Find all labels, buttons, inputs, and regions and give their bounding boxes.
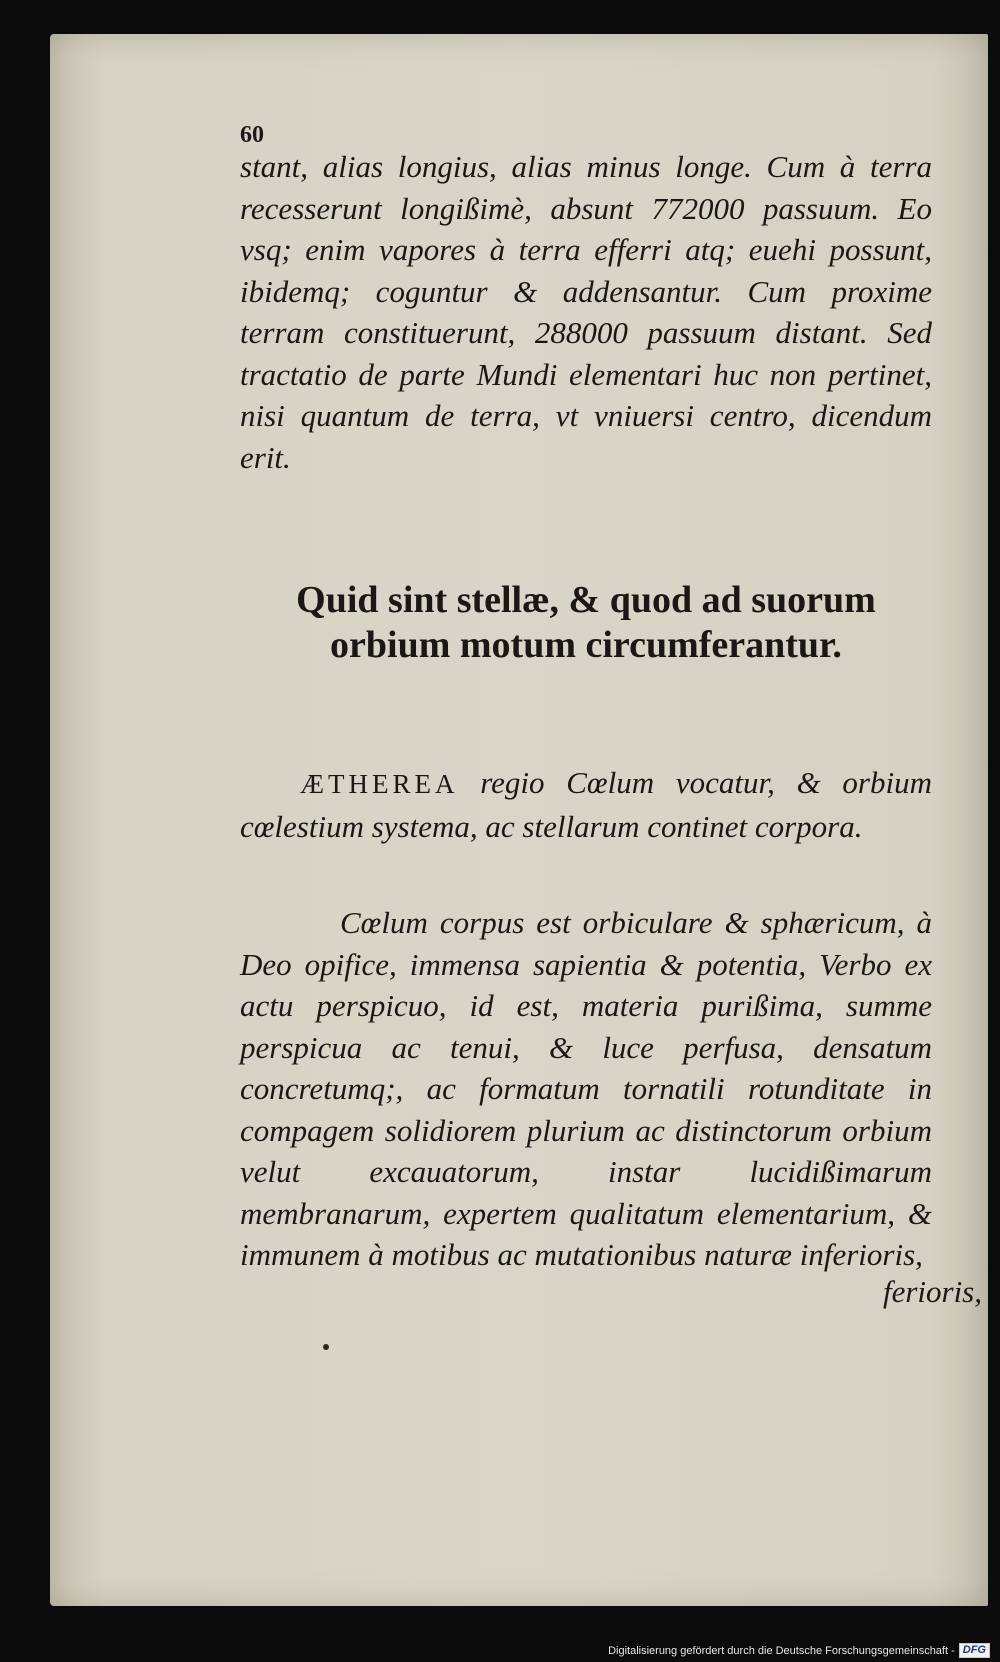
- paragraph-1: stant, alias longius, alias minus longe. Cum à terra recesserunt longißimè, absunt 772000 passuum. Eo vsq; enim vapores à terra efferri atq; euehi possunt, ibidemq; coguntur & addensantur. Cum proxime terram constituerunt, 288000 passuum distant. Sed tractatio de parte Mundi elementari huc non pertinet, nisi quantum de terra, vt vniuersi centro, dicendum erit.: [240, 149, 932, 475]
- dfg-logo-icon: DFG: [959, 1643, 990, 1658]
- paragraph-3: Cœlum corpus est orbiculare & sphæricum, à Deo opifice, immensa sapientia & potentia, Verbo ex actu perspicuo, id est, materia purißima, summe perspicua ac tenui, & luce perfusa, densatum concretumq;, ac formatum tornatili rotunditate in compagem solidiorem plurium ac distinctorum orbium velut excauatorum, instar lucidißimarum membranarum, expertem qualitatum elementarium, & immunem à motibus ac mutationibus naturæ inferioris,: [240, 905, 932, 1272]
- page-number: 60: [240, 122, 264, 148]
- paragraph-2-text: regio Cœlum vocatur, & orbium cœlestium systema, ac stellarum continet corpora.: [240, 765, 932, 844]
- paragraph-2: [240, 762, 932, 847]
- digitization-footer: [608, 1643, 990, 1658]
- footer-credit-text: Digitalisierung gefördert durch die Deutsche Forschungsgemeinschaft -: [608, 1644, 955, 1657]
- paragraph-2-lead-word: ÆTHEREA: [300, 769, 459, 799]
- section-heading: Quid sint stellæ, & quod ad suorum orbium motum circumferantur.: [296, 579, 876, 666]
- catchword: ferioris,: [882, 1274, 982, 1309]
- ink-dot: [323, 1344, 329, 1350]
